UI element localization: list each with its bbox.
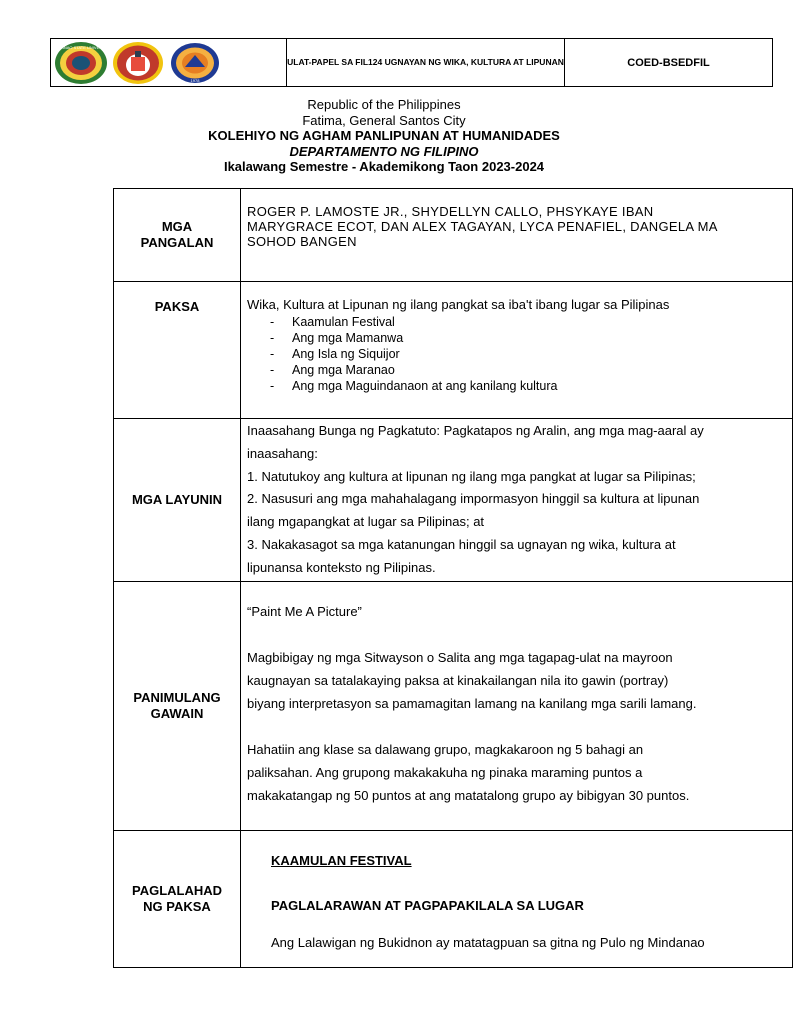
activity-line: biyang interpretasyon sa pamamagitan lamang na kanilang mga sarili lamang. [247,695,697,711]
presentation-content [241,830,793,967]
topic-title: Wika, Kultura at Lipunan ng ilang pangkat sa iba't ibang lugar sa Pilipinas [247,297,670,312]
section-subheading: PAGLALARAWAN AT PAGPAPAKILALA SA LUGAR [271,897,584,913]
label-line: MGA [161,219,193,234]
label-line: NG PAKSA [143,898,211,914]
objectives-line: 1. Natutukoy ang kultura at lipunan ng ilang mga pangkat at lugar sa Pilipinas; [247,468,696,484]
list-item: - Kaamulan Festival [247,314,791,330]
activity-label [114,581,241,830]
activity-line: kaugnayan sa tatalakaying paksa at kinakailangan nila ito gawin (portray) [247,672,669,688]
label-line: PANGALAN [140,235,214,250]
country-line: Republic of the Philippines [307,97,461,112]
logos-cell [51,39,287,87]
college-seal-logo [111,41,165,85]
activity-title: “Paint Me A Picture” [247,603,362,619]
list-item: - Ang Isla ng Siquijor [247,346,791,362]
topic-content [241,282,793,419]
names-content [241,189,793,282]
table-row [114,419,793,582]
list-item: - Ang mga Mamanwa [247,330,791,346]
msu-seal-logo [50,41,112,85]
activity-content [241,581,793,830]
course-title: ULAT-PAPEL SA FIL124 UGNAYAN NG WIKA, KULTURA AT LIPUNAN [287,39,565,87]
section-heading: KAAMULAN FESTIVAL [271,852,412,868]
label-line: PAGLALAHAD [131,882,223,898]
department-name: DEPARTAMENTO NG FILIPINO [289,143,479,159]
objectives-line: 2. Nasusuri ang mga mahahalagang impormasyon hinggil sa kultura at lipunan [247,491,700,507]
table-row [114,581,793,830]
svg-text:MINDANAO STATE UNIVERSITY: MINDANAO STATE UNIVERSITY [50,44,112,50]
activity-line: Magbibigay ng mga Sitwayson o Salita ang mga tagapag-ulat na mayroon [247,649,673,665]
names-label [114,189,241,282]
objectives-line: ilang mgapangkat at lugar sa Pilipinas; at [247,514,485,530]
objectives-line: Inaasahang Bunga ng Pagkatuto: Pagkatapos ng Aralin, ang mga mag-aaral ay [247,423,704,438]
topic-label: PAKSA [114,282,241,419]
objectives-line: lipunansa konteksto ng Pilipinas. [247,559,436,575]
label-line: GAWAIN [150,705,204,721]
document-heading [0,97,768,175]
list-item: - Ang mga Maguindanaon at ang kanilang kultura [247,378,791,394]
objectives-content [241,419,793,582]
objectives-line: 3. Nakakasagot sa mga katanungan hinggil sa ugnayan ng wika, kultura at [247,536,676,552]
activity-line: paliksahan. Ang grupong makakakuha ng pinaka maraming puntos a [247,764,643,780]
course-code: COED-BSEDFIL [565,39,773,87]
label-line: PANIMULANG [133,689,221,705]
semester-line: Ikalawang Semestre - Akademikong Taon 2023-2024 [223,159,545,174]
department-seal-logo [168,41,222,85]
names-line: ROGER P. LAMOSTE JR., SHYDELLYN CALLO, PHSYKAYE IBAN [247,204,654,219]
location-line: Fatima, General Santos City [302,112,466,128]
names-line: MARYGRACE ECOT, DAN ALEX TAGAYAN, LYCA PENAFIEL, DANGELA MA [247,219,718,234]
presentation-label [114,830,241,967]
objectives-label: MGA LAYUNIN [114,419,241,582]
report-table [113,188,793,968]
list-item: - Ang mga Maranao [247,362,791,378]
section-text: Ang Lalawigan ng Bukidnon ay matatagpuan sa gitna ng Pulo ng Mindanao [271,934,705,950]
activity-line: Hahatiin ang klase sa dalawang grupo, magkakaroon ng 5 bahagi an [247,741,644,757]
document-header [50,38,773,87]
college-name: KOLEHIYO NG AGHAM PANLIPUNAN AT HUMANIDADES [208,128,560,143]
activity-line: makakatangap ng 50 puntos at ang matatalong grupo ay bibigyan 30 puntos. [247,787,690,803]
table-row [114,189,793,282]
topic-list [247,314,791,394]
names-line: SOHOD BANGEN [247,234,357,249]
table-row [114,282,793,419]
objectives-line: inaasahang: [247,445,318,461]
table-row [114,830,793,967]
svg-text:1978: 1978 [190,77,200,83]
